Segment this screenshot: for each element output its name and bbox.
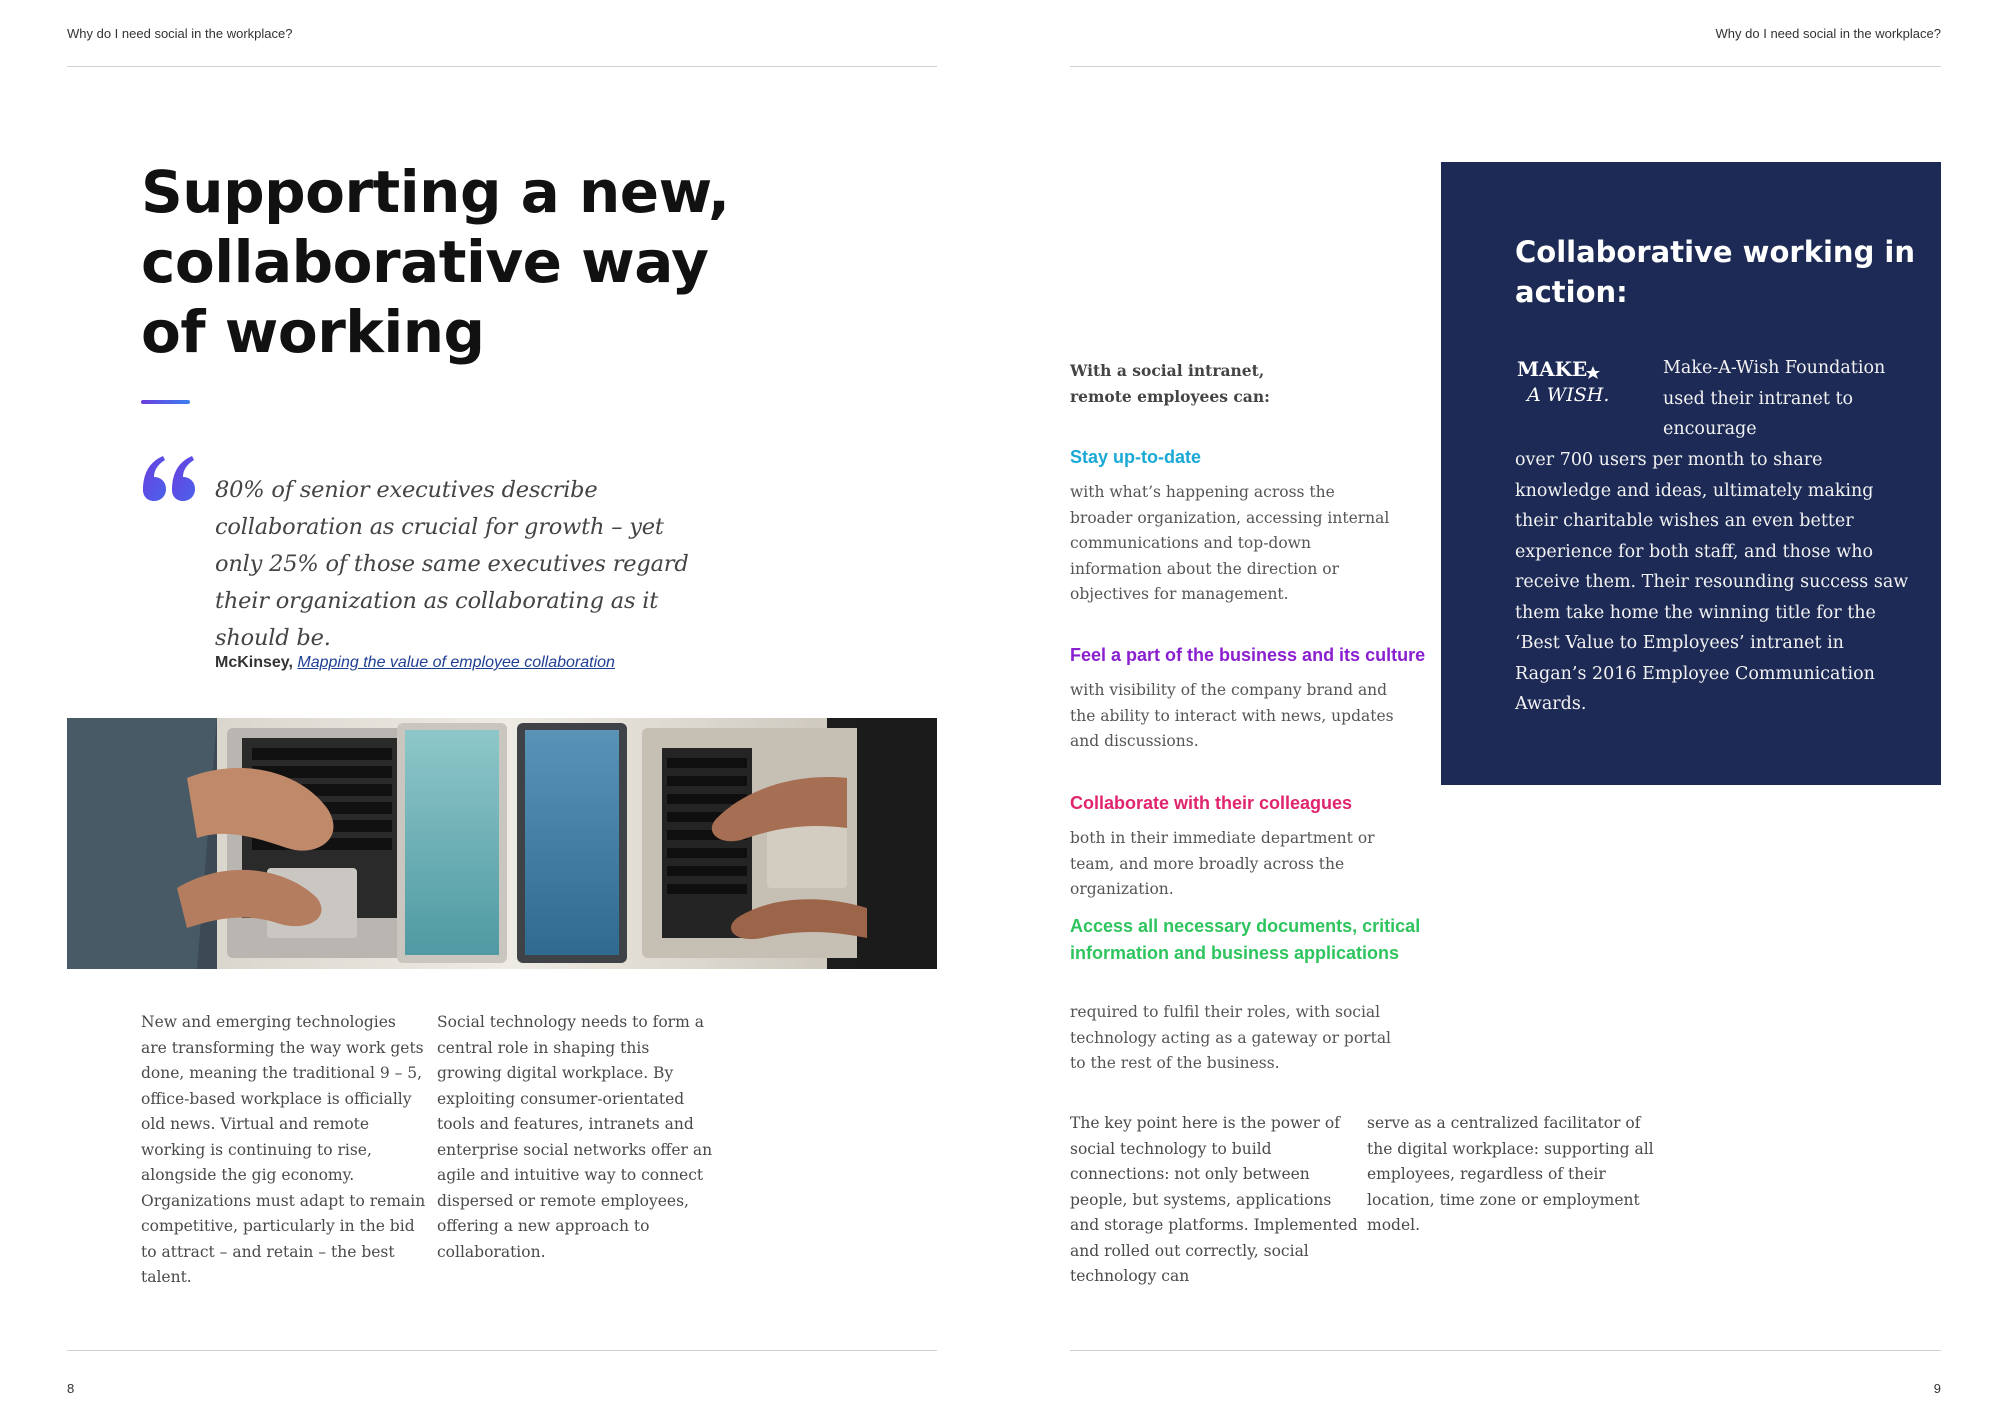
laptops-photo xyxy=(67,718,937,969)
case-study-text: over 700 users per month to share knowledge and ideas, ultimately making their charitable wishes an even better experience for both staff, and those who receive them. Their resounding success saw them take home the winning title for the ‘Best Value to Employees’ intranet in Ragan’s 2016 Employee Communication Awards. xyxy=(1515,450,1909,714)
footer-rule-right xyxy=(1070,1350,1941,1351)
logo-line-2: A WISH. xyxy=(1527,384,1610,406)
make-a-wish-logo xyxy=(1515,354,1625,414)
case-study-title: Collaborative working in action: xyxy=(1515,235,1916,309)
header-rule-right xyxy=(1070,66,1941,67)
quote-mark-icon xyxy=(141,448,197,508)
body-column-1: New and emerging technologies are transforming the way work gets done, meaning the traditional 9 – 5, office-based workplace is officially old news. Virtual and remote working is continuing to rise, alongside the gig economy. Organizations must adapt to remain competitive, particularly in the bid to attract – and retain – the best talent. xyxy=(141,1013,426,1286)
accent-divider xyxy=(141,400,190,404)
citation-author: McKinsey, xyxy=(215,654,293,671)
headline-line-3: of working xyxy=(141,298,485,366)
citation-source-link[interactable]: Mapping the value of employee collaboration xyxy=(297,654,615,671)
running-header-right: Why do I need social in the workplace? xyxy=(1715,26,1941,41)
page-headline xyxy=(141,157,761,367)
laptops-photo-illustration xyxy=(67,718,937,969)
headline-line-2: collaborative way xyxy=(141,228,709,296)
point-title-feel-part-of-business: Feel a part of the business and its culture xyxy=(1070,645,1426,665)
page-number-right: 9 xyxy=(1933,1381,1941,1396)
point-title-stay-up-to-date: Stay up-to-date xyxy=(1070,447,1202,467)
running-header-left: Why do I need social in the workplace? xyxy=(67,26,293,41)
header-rule-left xyxy=(67,66,937,67)
logo-line-1: MAKE xyxy=(1517,357,1588,381)
quote-citation xyxy=(215,654,615,672)
point-body-collaborate: both in their immediate department or team, and more broadly across the organization. xyxy=(1070,829,1375,898)
pull-quote: 80% of senior executives describe collaboration as crucial for growth – yet only 25% of those same executives regard their organization as collaborating as it should be. xyxy=(215,477,689,651)
case-study-text-lead: Make-A-Wish Foundation used their intranet to encourage xyxy=(1663,358,1886,439)
point-body-access-documents: required to fulfil their roles, with social technology acting as a gateway or portal to the rest of the business. xyxy=(1070,1003,1392,1072)
page-number-left: 8 xyxy=(67,1381,75,1396)
headline-line-1: Supporting a new, xyxy=(141,158,730,226)
intro-text: With a social intranet, remote employees can: xyxy=(1070,361,1270,406)
body-column-2: Social technology needs to form a central role in shaping this growing digital workplace. By exploiting consumer-orientated tools and features, intranets and enterprise social networks offer an agile and intuitive way to connect dispersed or remote employees, offering a new approach to collaboration. xyxy=(437,1013,713,1261)
point-title-collaborate: Collaborate with their colleagues xyxy=(1070,793,1353,813)
body-column-1-right: The key point here is the power of social technology to build connections: not only between people, but systems, applications and storage platforms. Implemented and rolled out correctly, social technology can xyxy=(1070,1114,1358,1285)
point-body-feel-part-of-business: with visibility of the company brand and the ability to interact with news, updates and discussions. xyxy=(1070,681,1394,750)
point-body-stay-up-to-date: with what’s happening across the broader organization, accessing internal communications and top-down information about the direction or objectives for management. xyxy=(1070,483,1390,603)
case-study-box xyxy=(1441,162,1941,785)
point-title-access-documents: Access all necessary documents, critical information and business applications xyxy=(1070,916,1421,963)
body-column-2-right: serve as a centralized facilitator of the digital workplace: supporting all employees, regardless of their location, time zone or employment model. xyxy=(1367,1114,1654,1234)
footer-rule-left xyxy=(67,1350,937,1351)
right-page xyxy=(1000,0,2000,1414)
